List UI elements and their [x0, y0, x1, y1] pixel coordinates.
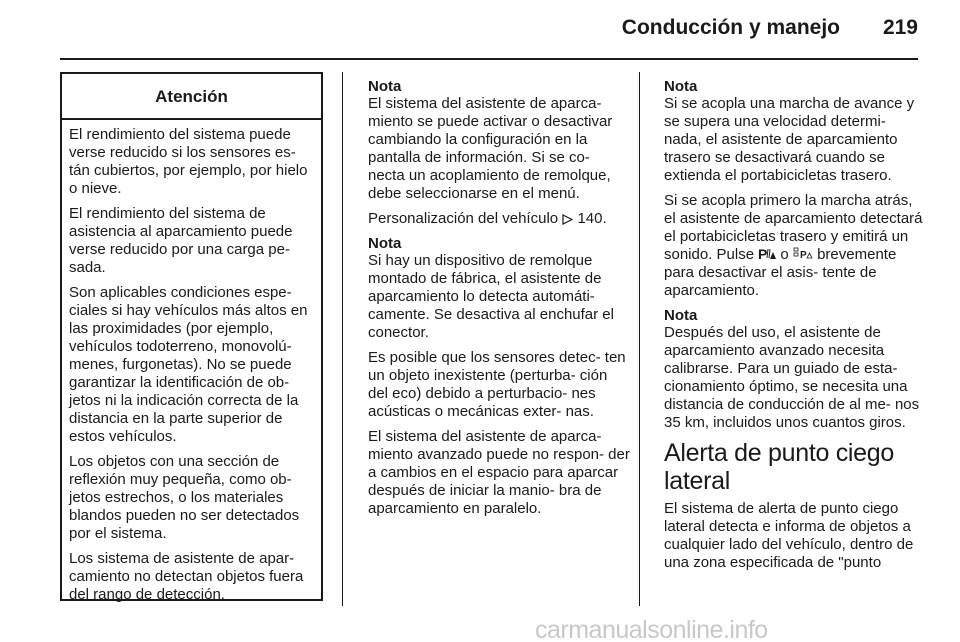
column-middle	[368, 78, 630, 525]
page-number: 219	[882, 16, 918, 39]
body-paragraph: Es posible que los sensores detec- ten un objeto inexistente (perturba- ción del eco) debido a perturbacio- nes acústicas o mecánicas exter- nas.	[368, 349, 626, 420]
body-text: brevemente para desactivar el asis- tente de aparcamiento.	[664, 246, 897, 299]
parking-assist-alt-icon	[793, 246, 813, 264]
warning-paragraph: Los objetos con una sección de reflexión muy pequeña, como ob- jetos estrechos, o los materiales blandos pueden no ser detectados por el sistema.	[69, 453, 300, 542]
warning-paragraph: El rendimiento del sistema puede verse reducido si los sensores es- tán cubiertos, por ejemplo, por hielo o nieve.	[69, 126, 308, 197]
parking-assist-icon	[758, 246, 776, 264]
column-right	[664, 78, 924, 579]
warning-heading: Atención	[62, 74, 321, 120]
body-paragraph: El sistema de alerta de punto ciego lateral detecta e informa de objetos a cualquier lado del vehículo, dentro de una zona especificada de "punto	[664, 500, 914, 571]
section-heading: Alerta de punto ciego lateral	[664, 439, 894, 495]
body-paragraph: El sistema del asistente de aparca- miento avanzado puede no respon- der a cambios en el espacio para aparcar después de iniciar la manio- bra de aparcamiento en paralelo.	[368, 428, 630, 517]
watermark: carmanualsonline.info	[535, 616, 768, 642]
note-text: Si hay un dispositivo de remolque montado de fábrica, el asistente de aparcamiento lo detecta automáti- camente. Se desactiva al enchufar el conector.	[368, 252, 614, 341]
note-text: El sistema del asistente de aparca- miento se puede activar o desactivar cambiando la configuración en la pantalla de información. Si se co- necta un acoplamiento de remolque, debe seleccionarse en el menú.	[368, 95, 613, 202]
warning-body	[62, 120, 321, 604]
column-divider-2	[639, 72, 640, 606]
svg-text:P: P	[799, 250, 807, 261]
chapter-title: Conducción y manejo	[621, 16, 840, 39]
note-label: Nota	[368, 78, 402, 95]
note-text: Si se acopla una marcha de avance y se supera una velocidad determi- nada, el asistente de aparcamiento trasero se desactivará cuando se extienda el portabicicletas trasero.	[664, 95, 915, 184]
note-label: Nota	[664, 307, 698, 324]
body-text: Si se acopla primero la marcha atrás, el asistente de aparcamiento detectará el portabicicletas trasero y emitirá un sonido. Pulse	[664, 192, 923, 263]
body-paragraph	[664, 192, 924, 300]
page-reference-arrow-icon	[562, 210, 573, 228]
header-rule	[60, 58, 918, 60]
note-label: Nota	[368, 235, 402, 252]
warning-paragraph: Los sistema de asistente de apar- camiento no detectan objetos fuera del rango de detección.	[69, 550, 304, 603]
note-text: Después del uso, el asistente de aparcamiento avanzado necesita calibrarse. Para un guiado de esta- cionamiento óptimo, se necesita una distancia de conducción de al me- nos 35 km, incluidos unos cuantos giros.	[664, 324, 920, 431]
warning-paragraph: Son aplicables condiciones espe- ciales si hay vehículos más altos en las proximidades (por ejemplo, vehículos todoterreno, monovolú- menes, furgonetas). No se puede garantizar la identificación de ob- jetos ni la indicación correcta de la distancia en la parte superior de estos vehículos.	[69, 284, 308, 445]
menu-reference-text: Personalización del vehículo	[368, 210, 559, 227]
column-divider-1	[342, 72, 343, 606]
note-label: Nota	[664, 78, 698, 95]
warning-paragraph: El rendimiento del sistema de asistencia al aparcamiento puede verse reducido por una carga pe- sada.	[69, 205, 293, 276]
svg-text:P: P	[758, 246, 768, 261]
menu-reference-page: 140.	[577, 210, 607, 227]
warning-box	[60, 72, 323, 601]
body-text: o	[780, 246, 789, 263]
menu-reference[interactable]	[368, 210, 630, 228]
